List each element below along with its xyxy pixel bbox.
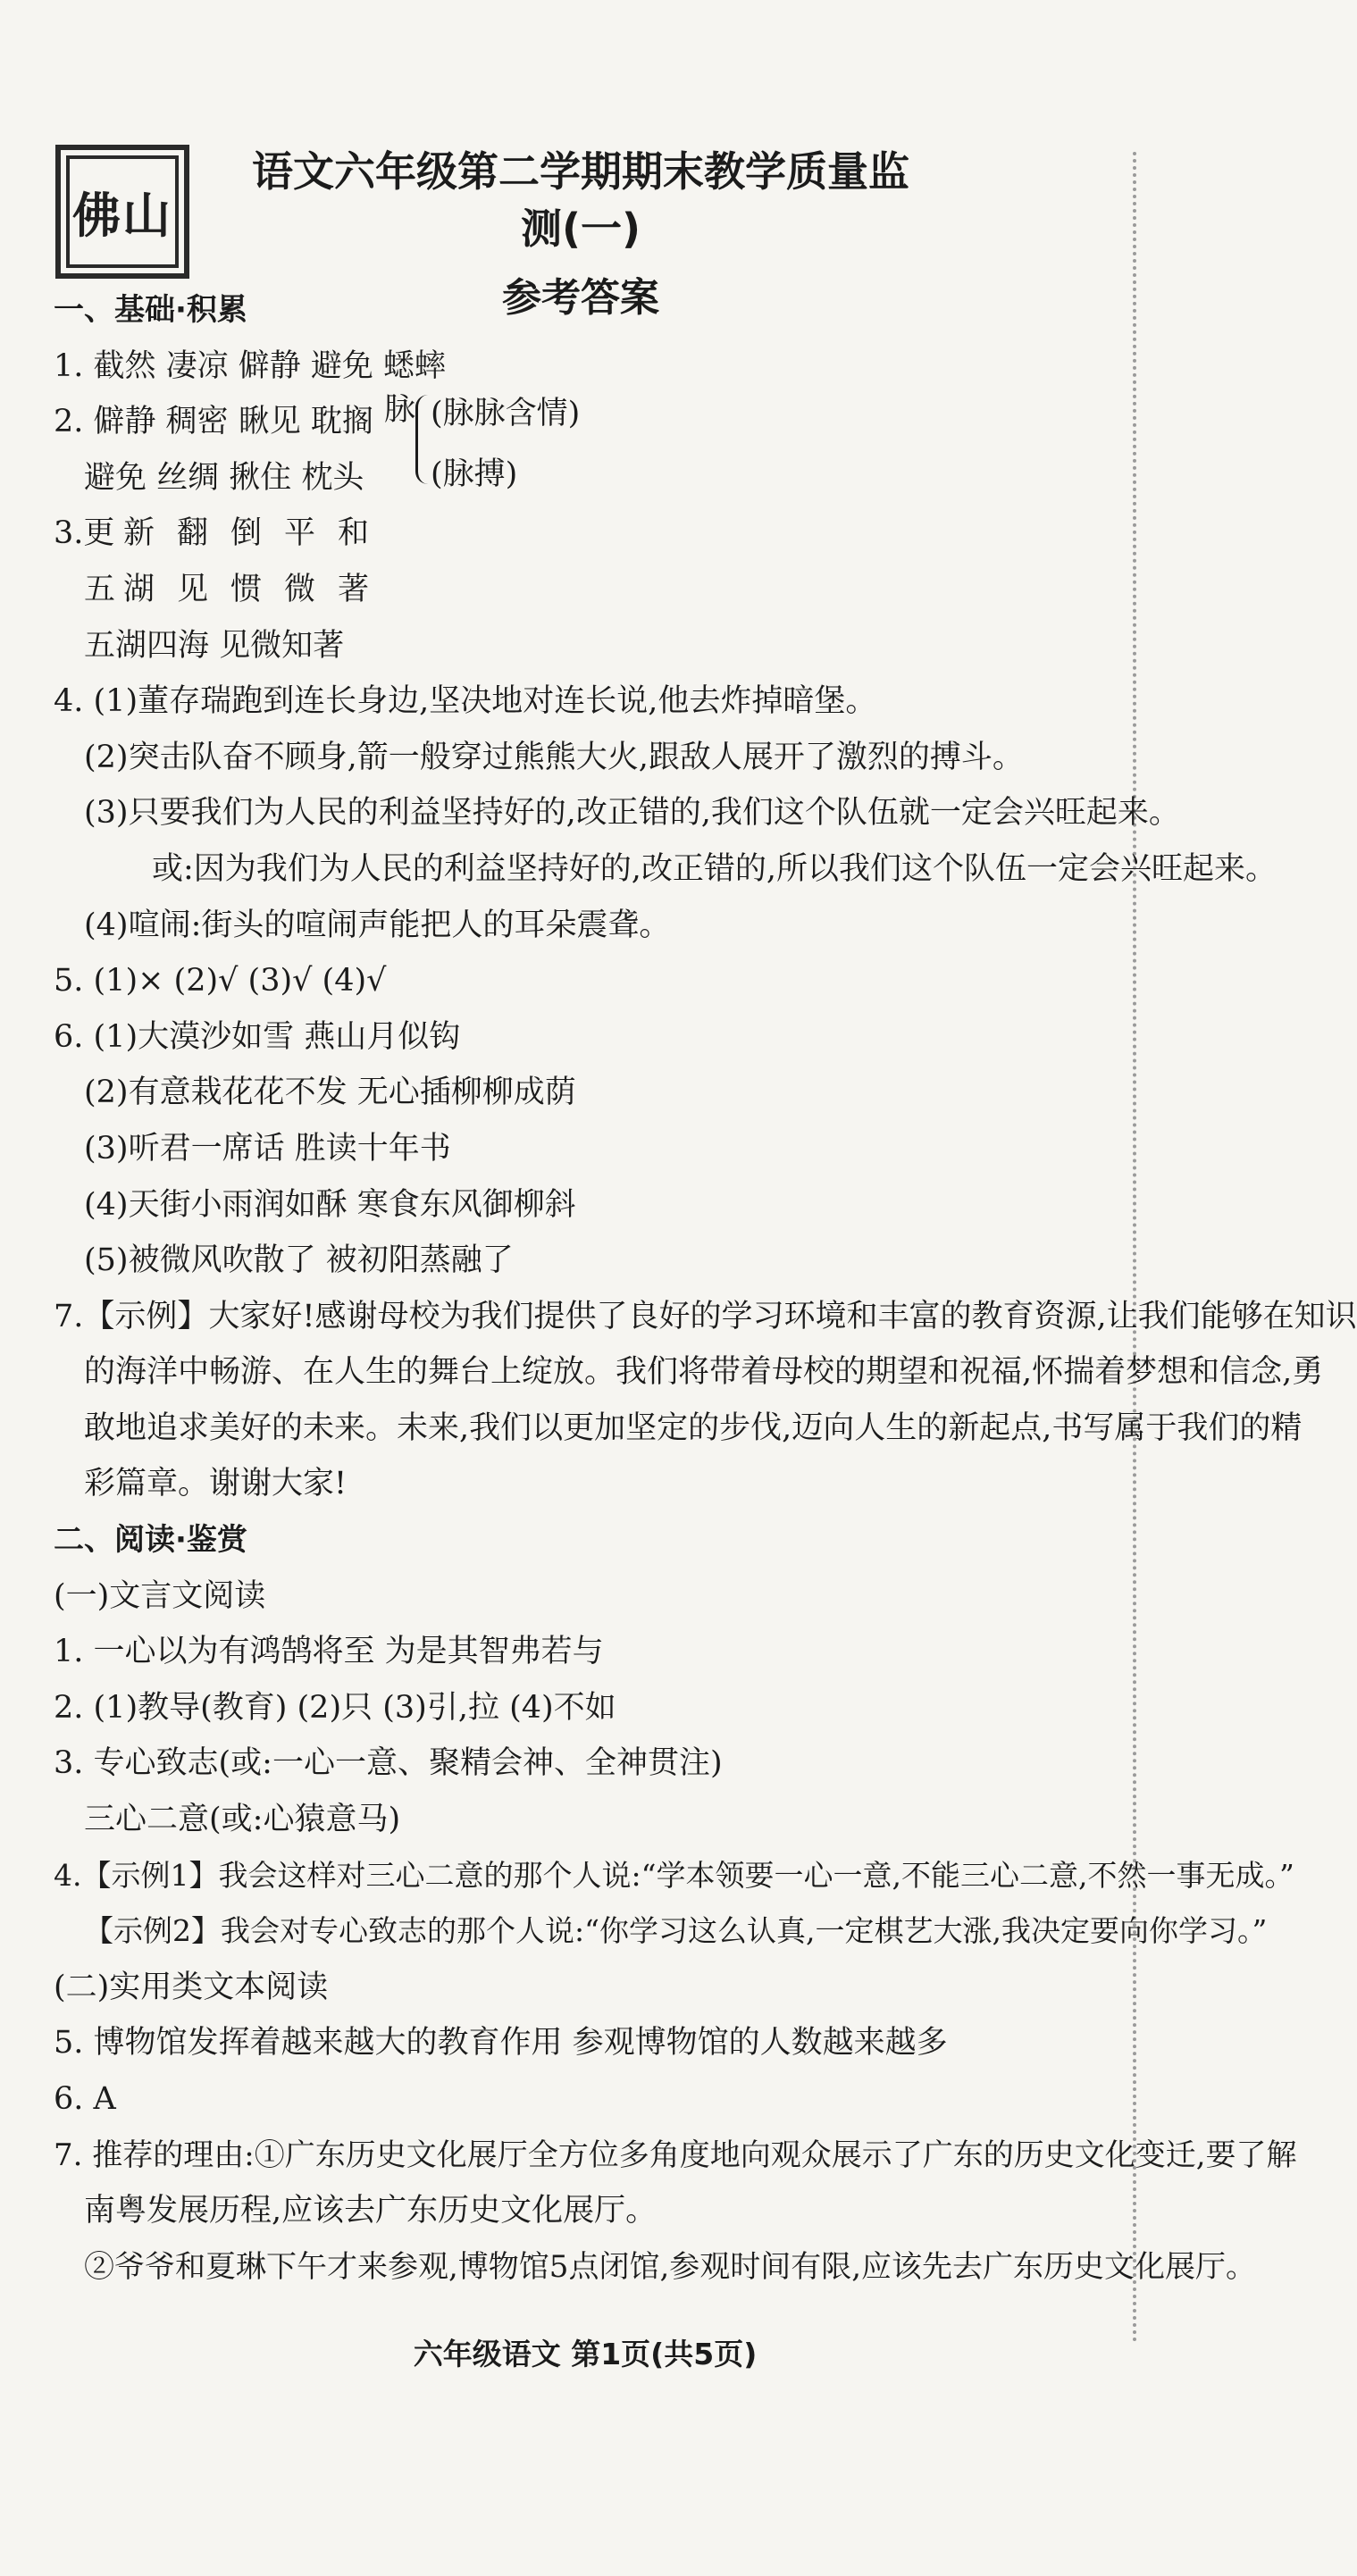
answer-q3-line1 <box>54 506 1090 562</box>
answer-q7-line2: 的海洋中畅游、在人生的舞台上绽放。我们将带着母校的期望和祝福,怀揣着梦想和信念,勇 <box>84 1354 1324 1391</box>
logo-text: 佛山 <box>66 155 179 268</box>
answer-q6-5: (5)被微风吹散了 被初阳蒸融了 <box>84 1242 514 1279</box>
q3-char: 见 <box>177 571 209 607</box>
page-title: 语文六年级第二学期期末教学质量监测(一) <box>252 147 909 253</box>
answer-q6-1: 6. (1)大漠沙如雪 燕山月似钩 <box>54 1018 461 1055</box>
answer-r1: 1. 一心以为有鸿鹄将至 为是其智弗若与 <box>54 1634 604 1670</box>
answer-q7-line1: 7.【示例】大家好!感谢母校为我们提供了良好的学习环境和丰富的教育资源,让我们能够在知识 <box>54 1298 1357 1334</box>
answer-q3-line3: 五湖四海 见微知著 <box>84 627 345 664</box>
subsection-practical: (二)实用类文本阅读 <box>54 1969 329 2005</box>
q3-char: 翻 <box>177 515 209 552</box>
answer-r4-example2: 【示例2】我会对专心致志的那个人说:“你学习这么认真,一定棋艺大涨,我决定要向你学习。” <box>84 1913 1268 1949</box>
section-heading-reading: 二、阅读·鉴赏 <box>54 1522 247 1559</box>
page-footer: 六年级语文 第1页(共5页) <box>413 2337 758 2371</box>
answer-content <box>54 282 1357 2295</box>
answer-q6-4: (4)天街小雨润如酥 寒食东风御柳斜 <box>84 1186 576 1223</box>
answer-q7-line4: 彩篇章。谢谢大家! <box>84 1466 348 1502</box>
section-heading-basics: 一、基础·积累 <box>54 292 247 328</box>
answer-r4-example1: 4.【示例1】我会这样对三心二意的那个人说:“学本领要一心一意,不能三心二意,不然一事无成。” <box>54 1857 1294 1893</box>
answer-q4-3: (3)只要我们为人民的利益坚持好的,改正错的,我们这个队伍就一定会兴旺起来。 <box>84 795 1180 832</box>
q3-char: 惯 <box>230 571 263 607</box>
q3-char: 湖 <box>123 571 155 607</box>
q3-char: 五 <box>84 571 116 607</box>
q2-pulse-char: 脉 <box>384 392 416 428</box>
q3-char: 平 <box>284 515 316 552</box>
answer-r7-line2: 南粤发展历程,应该去广东历史文化展厅。 <box>84 2193 658 2229</box>
answer-q6-2: (2)有意栽花花不发 无心插柳柳成荫 <box>84 1075 576 1111</box>
answer-r3-line2: 三心二意(或:心猿意马) <box>84 1802 401 1838</box>
answer-r6: 6. A <box>54 2081 116 2117</box>
answer-q7-line3: 敢地追求美好的未来。未来,我们以更加坚定的步伐,迈向人生的新起点,书写属于我们的精 <box>84 1409 1303 1446</box>
answer-r3-line1: 3. 专心致志(或:一心一意、聚精会神、全神贯注) <box>54 1745 723 1782</box>
q3-char: 新 <box>123 515 155 552</box>
q2-pulse-reading-1: (脉脉含情) <box>431 396 581 431</box>
answer-r2: 2. (1)教导(教育) (2)只 (3)引,拉 (4)不如 <box>54 1689 616 1726</box>
answer-q4-1: 4. (1)董存瑞跑到连长身边,坚决地对连长说,他去炸掉暗堡。 <box>54 683 877 720</box>
q2-brace <box>415 395 431 484</box>
q3-char: 倒 <box>230 515 263 552</box>
answer-q4-2: (2)突击队奋不顾身,箭一般穿过熊熊大火,跟敌人展开了激烈的搏斗。 <box>84 739 1024 775</box>
subsection-classical: (一)文言文阅读 <box>54 1577 266 1614</box>
q3-char: 3.更 <box>54 515 115 552</box>
q2-pulse-reading-2: (脉搏) <box>431 456 518 492</box>
answer-q2-line2 <box>54 450 1090 506</box>
foshan-logo <box>55 145 189 279</box>
perforation-line <box>1133 152 1136 2344</box>
q3-char: 微 <box>284 571 316 607</box>
q3-char: 著 <box>338 571 370 607</box>
answer-r7-line1: 7. 推荐的理由:①广东历史文化展厅全方位多角度地向观众展示了广东的历史文化变迁,要了解 <box>54 2137 1297 2173</box>
page-subtitle: 参考答案 <box>502 275 659 321</box>
answer-q4-3-alt: 或:因为我们为人民的利益坚持好的,改正错的,所以我们这个队伍一定会兴旺起来。 <box>152 850 1277 887</box>
answer-q5: 5. (1)× (2)√ (3)√ (4)√ <box>54 963 387 999</box>
answer-q2-line2-text: 避免 丝绸 揪住 枕头 <box>84 459 364 496</box>
answer-q6-3: (3)听君一席话 胜读十年书 <box>84 1130 451 1167</box>
answer-q3-line2 <box>54 562 1090 618</box>
answer-q1: 1. 截然 凄凉 僻静 避免 蟋蟀 <box>54 347 447 384</box>
answer-r7-line3: ②爷爷和夏琳下午才来参观,博物馆5点闭馆,参观时间有限,应该先去广东历史文化展厅。 <box>84 2248 1257 2285</box>
answer-r5: 5. 博物馆发挥着越来越大的教育作用 参观博物馆的人数越来越多 <box>54 2025 948 2062</box>
answer-q2-line1: 2. 僻静 稠密 瞅见 耽搁 <box>54 404 373 440</box>
q3-char: 和 <box>338 515 370 552</box>
answer-q4-4: (4)喧闹:街头的喧闹声能把人的耳朵震聋。 <box>84 907 671 943</box>
